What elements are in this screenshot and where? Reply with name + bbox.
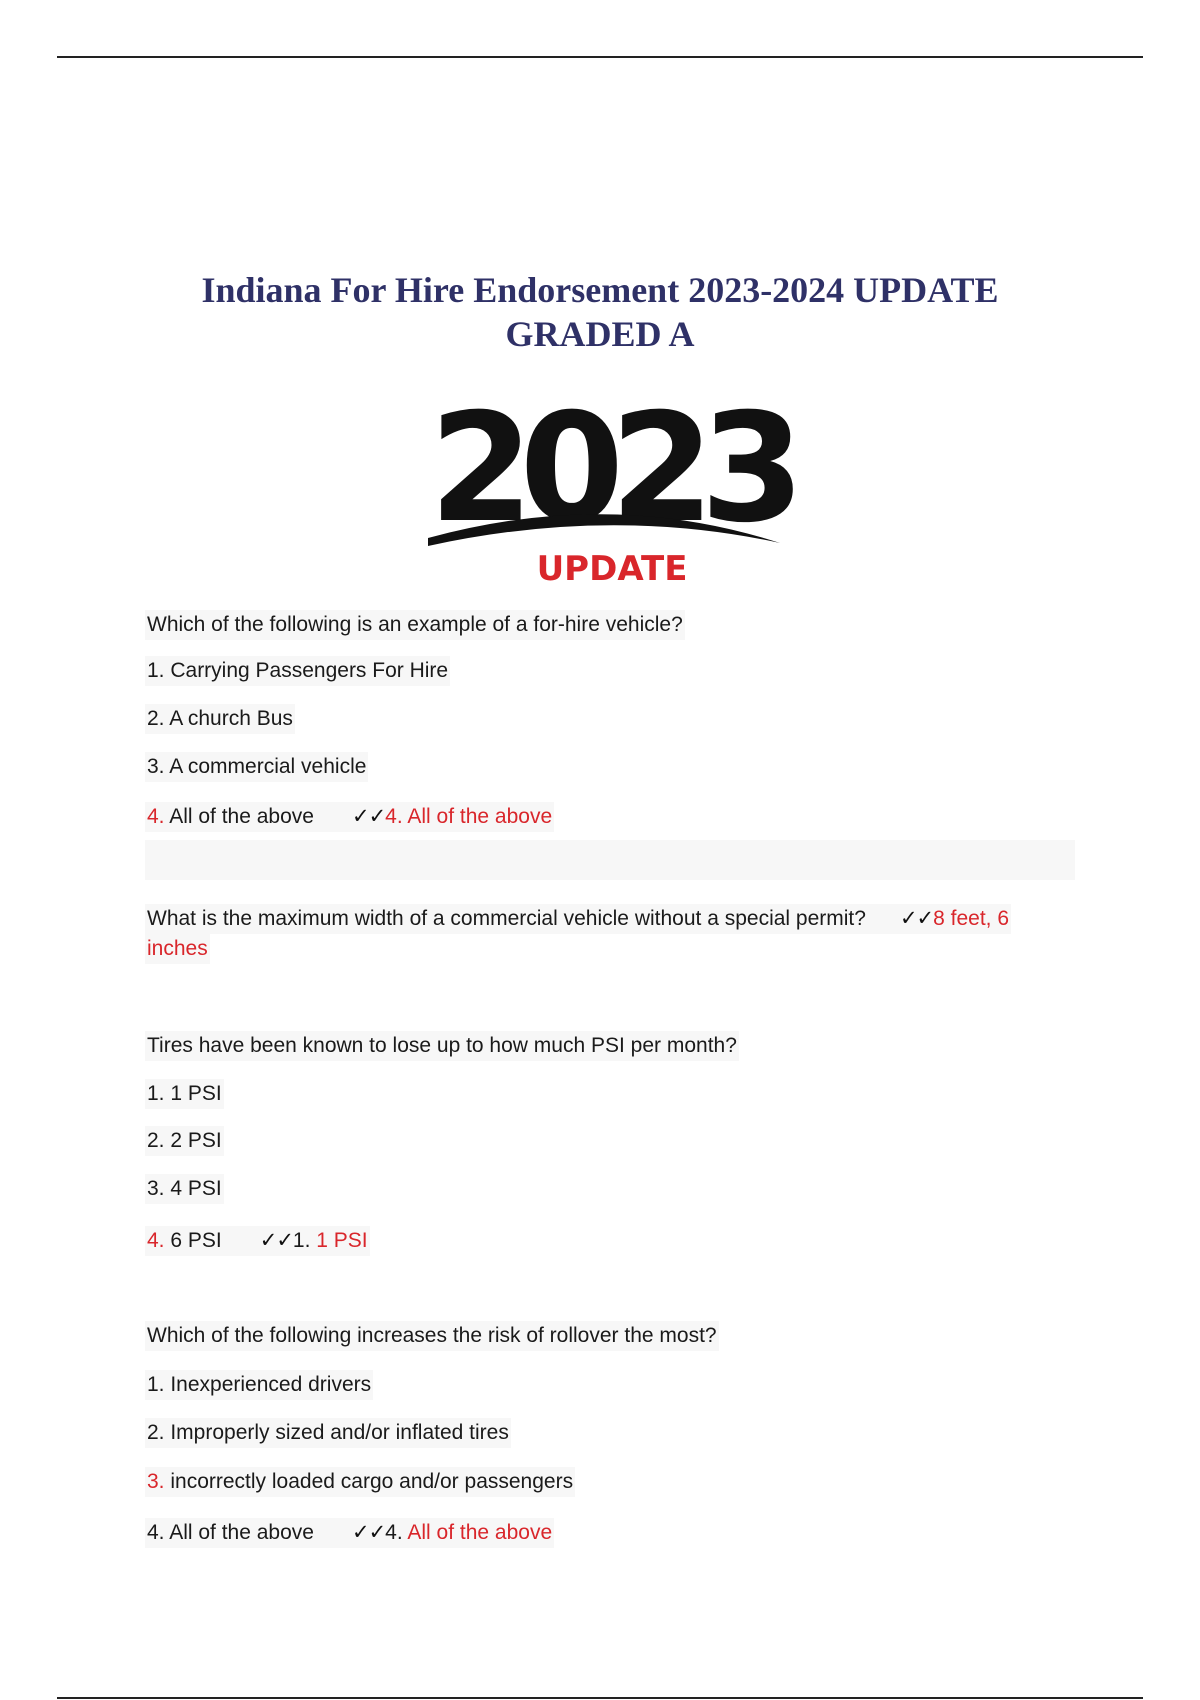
q2-answer-line-1: 8 feet, 6 <box>933 907 1010 930</box>
q1-option-1: 1. Carrying Passengers For Hire <box>145 656 450 686</box>
question-4: Which of the following increases the risk of rollover the most? <box>145 1321 719 1351</box>
logo-update-text: UPDATE <box>536 549 688 588</box>
title-line-1: Indiana For Hire Endorsement 2023-2024 UPDATE <box>201 270 999 310</box>
question-2-text: What is the maximum width of a commercial vehicle without a special permit? <box>147 907 866 930</box>
q4-option-3-text: incorrectly loaded cargo and/or passengers <box>164 1470 574 1493</box>
question-2 <box>145 904 1011 934</box>
q3-check-icon: ✓✓ <box>259 1229 293 1252</box>
q1-option-4-number: 4. <box>147 805 165 828</box>
q3-option-4-text: 6 PSI <box>164 1229 222 1252</box>
q1-option-2: 2. A church Bus <box>145 704 295 734</box>
q3-answer-number: 1. <box>292 1229 311 1252</box>
q1-answer: 4. All of the above <box>385 805 553 828</box>
q3-answer-text: 1 PSI <box>310 1229 368 1252</box>
q4-option-4-text: 4. All of the above <box>147 1521 314 1544</box>
document-title <box>0 268 1200 356</box>
top-rule <box>57 56 1143 58</box>
q3-option-1: 1. 1 PSI <box>145 1079 224 1109</box>
q4-option-3 <box>145 1467 575 1497</box>
question-1: Which of the following is an example of a for-hire vehicle? <box>145 610 685 640</box>
q2-check-icon: ✓✓ <box>899 907 934 930</box>
q4-answer-text: All of the above <box>402 1521 553 1544</box>
q2-answer-line-2: inches <box>145 934 210 964</box>
q1-option-4-text: All of the above <box>164 805 314 828</box>
update-2023-logo <box>420 388 800 588</box>
q3-option-4 <box>145 1226 370 1256</box>
q4-answer-number: 4. <box>385 1521 403 1544</box>
logo-year: 2023 <box>429 388 791 556</box>
q1-option-4 <box>145 802 554 832</box>
q1-spacer <box>145 840 1075 880</box>
q1-check-icon: ✓✓ <box>351 805 386 828</box>
q4-option-3-number: 3. <box>147 1470 165 1493</box>
q4-option-4 <box>145 1518 554 1548</box>
q4-check-icon: ✓✓ <box>351 1521 386 1544</box>
question-3: Tires have been known to lose up to how much PSI per month? <box>145 1031 739 1061</box>
q4-option-2: 2. Improperly sized and/or inflated tires <box>145 1418 511 1448</box>
title-line-2: GRADED A <box>505 314 695 354</box>
q3-option-3: 3. 4 PSI <box>145 1174 224 1204</box>
q1-option-3: 3. A commercial vehicle <box>145 752 368 782</box>
q3-option-4-number: 4. <box>147 1229 165 1252</box>
q4-option-1: 1. Inexperienced drivers <box>145 1370 373 1400</box>
q3-option-2: 2. 2 PSI <box>145 1126 224 1156</box>
bottom-rule <box>57 1697 1143 1699</box>
